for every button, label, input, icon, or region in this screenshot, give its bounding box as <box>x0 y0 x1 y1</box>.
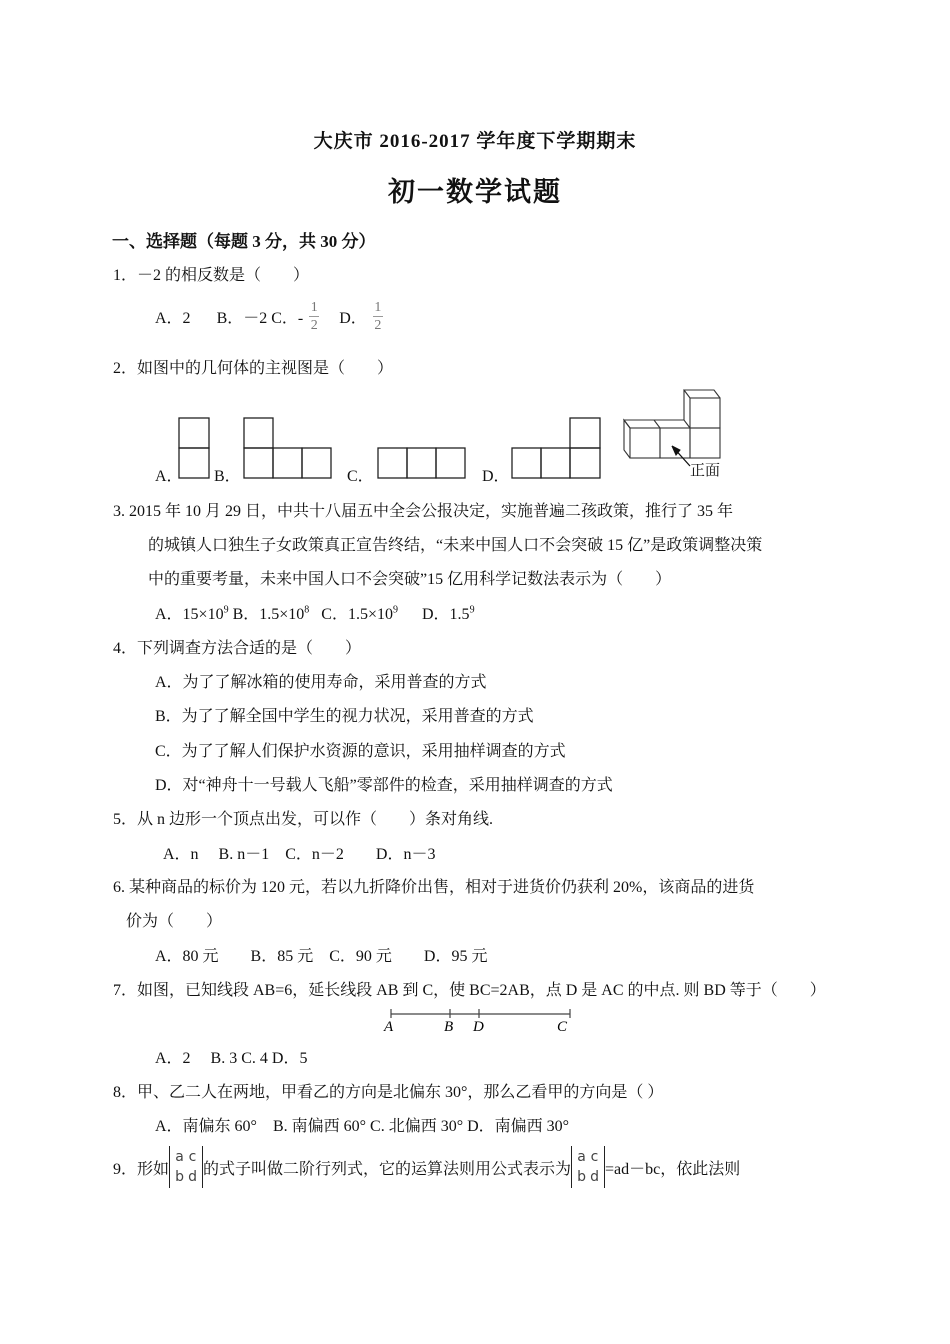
point-d: D <box>473 1019 484 1035</box>
q2-label-b: B． <box>214 468 241 485</box>
q1-fraction-d: $\frac{1}{2}$ <box>374 300 382 333</box>
q3-option-c: C．1.5×10 <box>321 606 393 623</box>
determinant-symbol-2: a c b d <box>571 1146 605 1188</box>
section-heading: 一、选择题（每题 3 分，共 30 分） <box>112 232 376 251</box>
front-label: 正面 <box>690 463 721 479</box>
q3-option-d: D．1.5 <box>422 606 470 623</box>
q4-option-b: B．为了了解全国中学生的视力状况，采用普查的方式 <box>155 708 534 725</box>
q5-options: A．n B. n－1 C．n－2 D．n－3 <box>163 846 436 863</box>
q1-option-b: B．－2 C．- <box>216 310 304 327</box>
q2-label-c: C． <box>347 468 374 485</box>
q4-option-d: D．对“神舟十一号载人飞船”零部件的检查，采用抽样调查的方式 <box>155 777 613 794</box>
q2-label-d: D． <box>482 468 510 485</box>
q4-stem: 4．下列调查方法合适的是（ ） <box>113 640 362 657</box>
q8-options: A．南偏东 60° B. 南偏西 60° C. 北偏西 30° D．南偏西 30° <box>155 1118 570 1135</box>
q1-option-d: D． <box>339 310 367 327</box>
determinant-symbol: a c b d <box>169 1146 203 1188</box>
q3-option-b: B．1.5×10 <box>232 606 305 623</box>
q9-stem <box>113 1146 740 1188</box>
q8-stem: 8．甲、乙二人在两地，甲看乙的方向是北偏东 30°，那么乙看甲的方向是（ ） <box>113 1084 664 1101</box>
q2-label-a: A． <box>155 468 183 485</box>
exam-subtitle: 初一数学试题 <box>388 177 562 207</box>
q6-options: A．80 元 B．85 元 C．90 元 D．95 元 <box>155 948 488 965</box>
q4-option-a: A．为了了解冰箱的使用寿命，采用普查的方式 <box>155 674 487 691</box>
q7-stem: 7．如图，已知线段 AB=6，延长线段 AB 到 C，使 BC=2AB，点 D 是 AC 的中点. 则 BD 等于（ ） <box>113 982 826 999</box>
q1-option-a: A．2 <box>155 310 191 327</box>
q7-options: A．2 B. 3 C. 4 D．5 <box>155 1050 308 1067</box>
q3-option-a: A．15×10 <box>155 606 224 623</box>
q3-options: A．$15\times 10^9$ B．$1.5\times 10^8$ C．$1.5\times 10^9$ D．$1.5^9$ <box>155 604 475 623</box>
q6-line1: 6. 某种商品的标价为 120 元，若以九折降价出售，相对于进货价仍获利 20%，该商品的进货 <box>113 879 755 896</box>
q1-fraction-c: $\frac{1}{2}$ <box>310 300 318 333</box>
q9-part2: 的式子叫做二阶行列式，它的运算法则用公式表示为 <box>203 1160 572 1178</box>
q3-line3: 中的重要考量，未来中国人口不会突破”15 亿用科学记数法表示为（ ） <box>148 571 672 588</box>
q3-line1: 3. 2015 年 10 月 29 日，中共十八届五中全会公报决定，实施普遍二孩政策，推行了 35 年 <box>113 503 734 520</box>
q2-stem: 2．如图中的几何体的主视图是（ ） <box>113 360 394 377</box>
point-c: C <box>557 1019 568 1035</box>
q6-line2: 价为（ ） <box>126 913 223 930</box>
point-a: A <box>384 1019 394 1035</box>
q9-part1: 9．形如 <box>113 1160 170 1178</box>
point-b: B <box>444 1019 454 1035</box>
q1-stem: 1．－2 的相反数是（ ） <box>113 267 310 284</box>
q9-part3: =ad－bc，依此法则 <box>605 1160 741 1178</box>
q5-stem: 5．从 n 边形一个顶点出发，可以作（ ）条对角线. <box>113 811 494 828</box>
exam-title: 大庆市 2016-2017 学年度下学期期末 <box>313 131 637 152</box>
q3-line2: 的城镇人口独生子女政策真正宣告终结，“未来中国人口不会突破 15 亿”是政策调整决策 <box>148 537 763 554</box>
q4-option-c: C．为了了解人们保护水资源的意识，采用抽样调查的方式 <box>155 743 566 760</box>
